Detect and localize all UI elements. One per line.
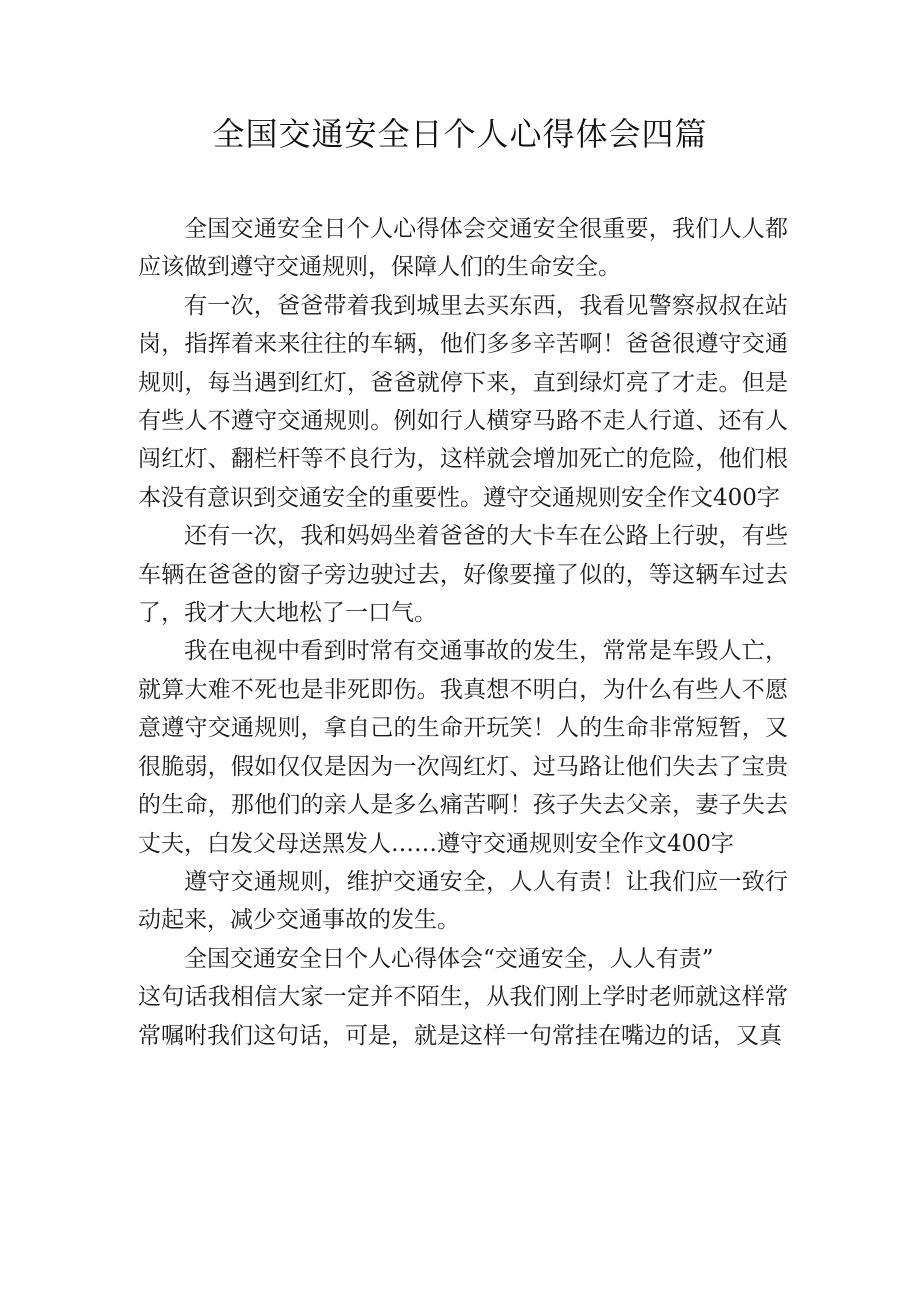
document-body	[138, 210, 788, 1055]
paragraph-tv-accidents: 我在电视中看到时常有交通事故的发生，常常是车毁人亡，就算大难不死也是非死即伤。我真想不明白，为什么有些人不愿意遵守交通规则，拿自己的生命开玩笑！人的生命非常短暂，又很脆弱，假如仅仅是因为一次闯红灯、过马路让他们失去了宝贵的生命，那他们的亲人是多么痛苦啊！孩子失去父亲，妻子失去丈夫，白发父母送黑发人……遵守交通规则安全作文400字	[138, 638, 788, 857]
document-title: 全国交通安全日个人心得体会四篇	[212, 115, 708, 153]
paragraph-intro: 全国交通安全日个人心得体会交通安全很重要，我们人人都应该做到遵守交通规则，保障人们的生命安全。	[138, 216, 788, 281]
paragraph-city-trip: 有一次，爸爸带着我到城里去买东西，我看见警察叔叔在站岗，指挥着来来往往的车辆，他们多多辛苦啊！爸爸很遵守交通规则，每当遇到红灯，爸爸就停下来，直到绿灯亮了才走。但是有些人不遵守交通规则。例如行人横穿马路不走人行道、还有人闯红灯、翻栏杆等不良行为，这样就会增加死亡的危险，他们根本没有意识到交通安全的重要性。遵守交通规则安全作文400字	[138, 292, 788, 511]
paragraph-call-to-action: 遵守交通规则，维护交通安全，人人有责！让我们应一致行动起来，减少交通事故的发生。	[138, 868, 788, 934]
paragraph-second-essay-body: 这句话我相信大家一定并不陌生，从我们刚上学时老师就这样常常嘱咐我们这句话，可是，就是这样一句常挂在嘴边的话，又真	[138, 984, 788, 1049]
paragraph-second-essay-heading: 全国交通安全日个人心得体会“交通安全，人人有责”	[184, 945, 714, 972]
paragraph-truck-ride: 还有一次，我和妈妈坐着爸爸的大卡车在公路上行驶，有些车辆在爸爸的窗子旁边驶过去，好像要撞了似的，等这辆车过去了，我才大大地松了一口气。	[138, 523, 788, 627]
